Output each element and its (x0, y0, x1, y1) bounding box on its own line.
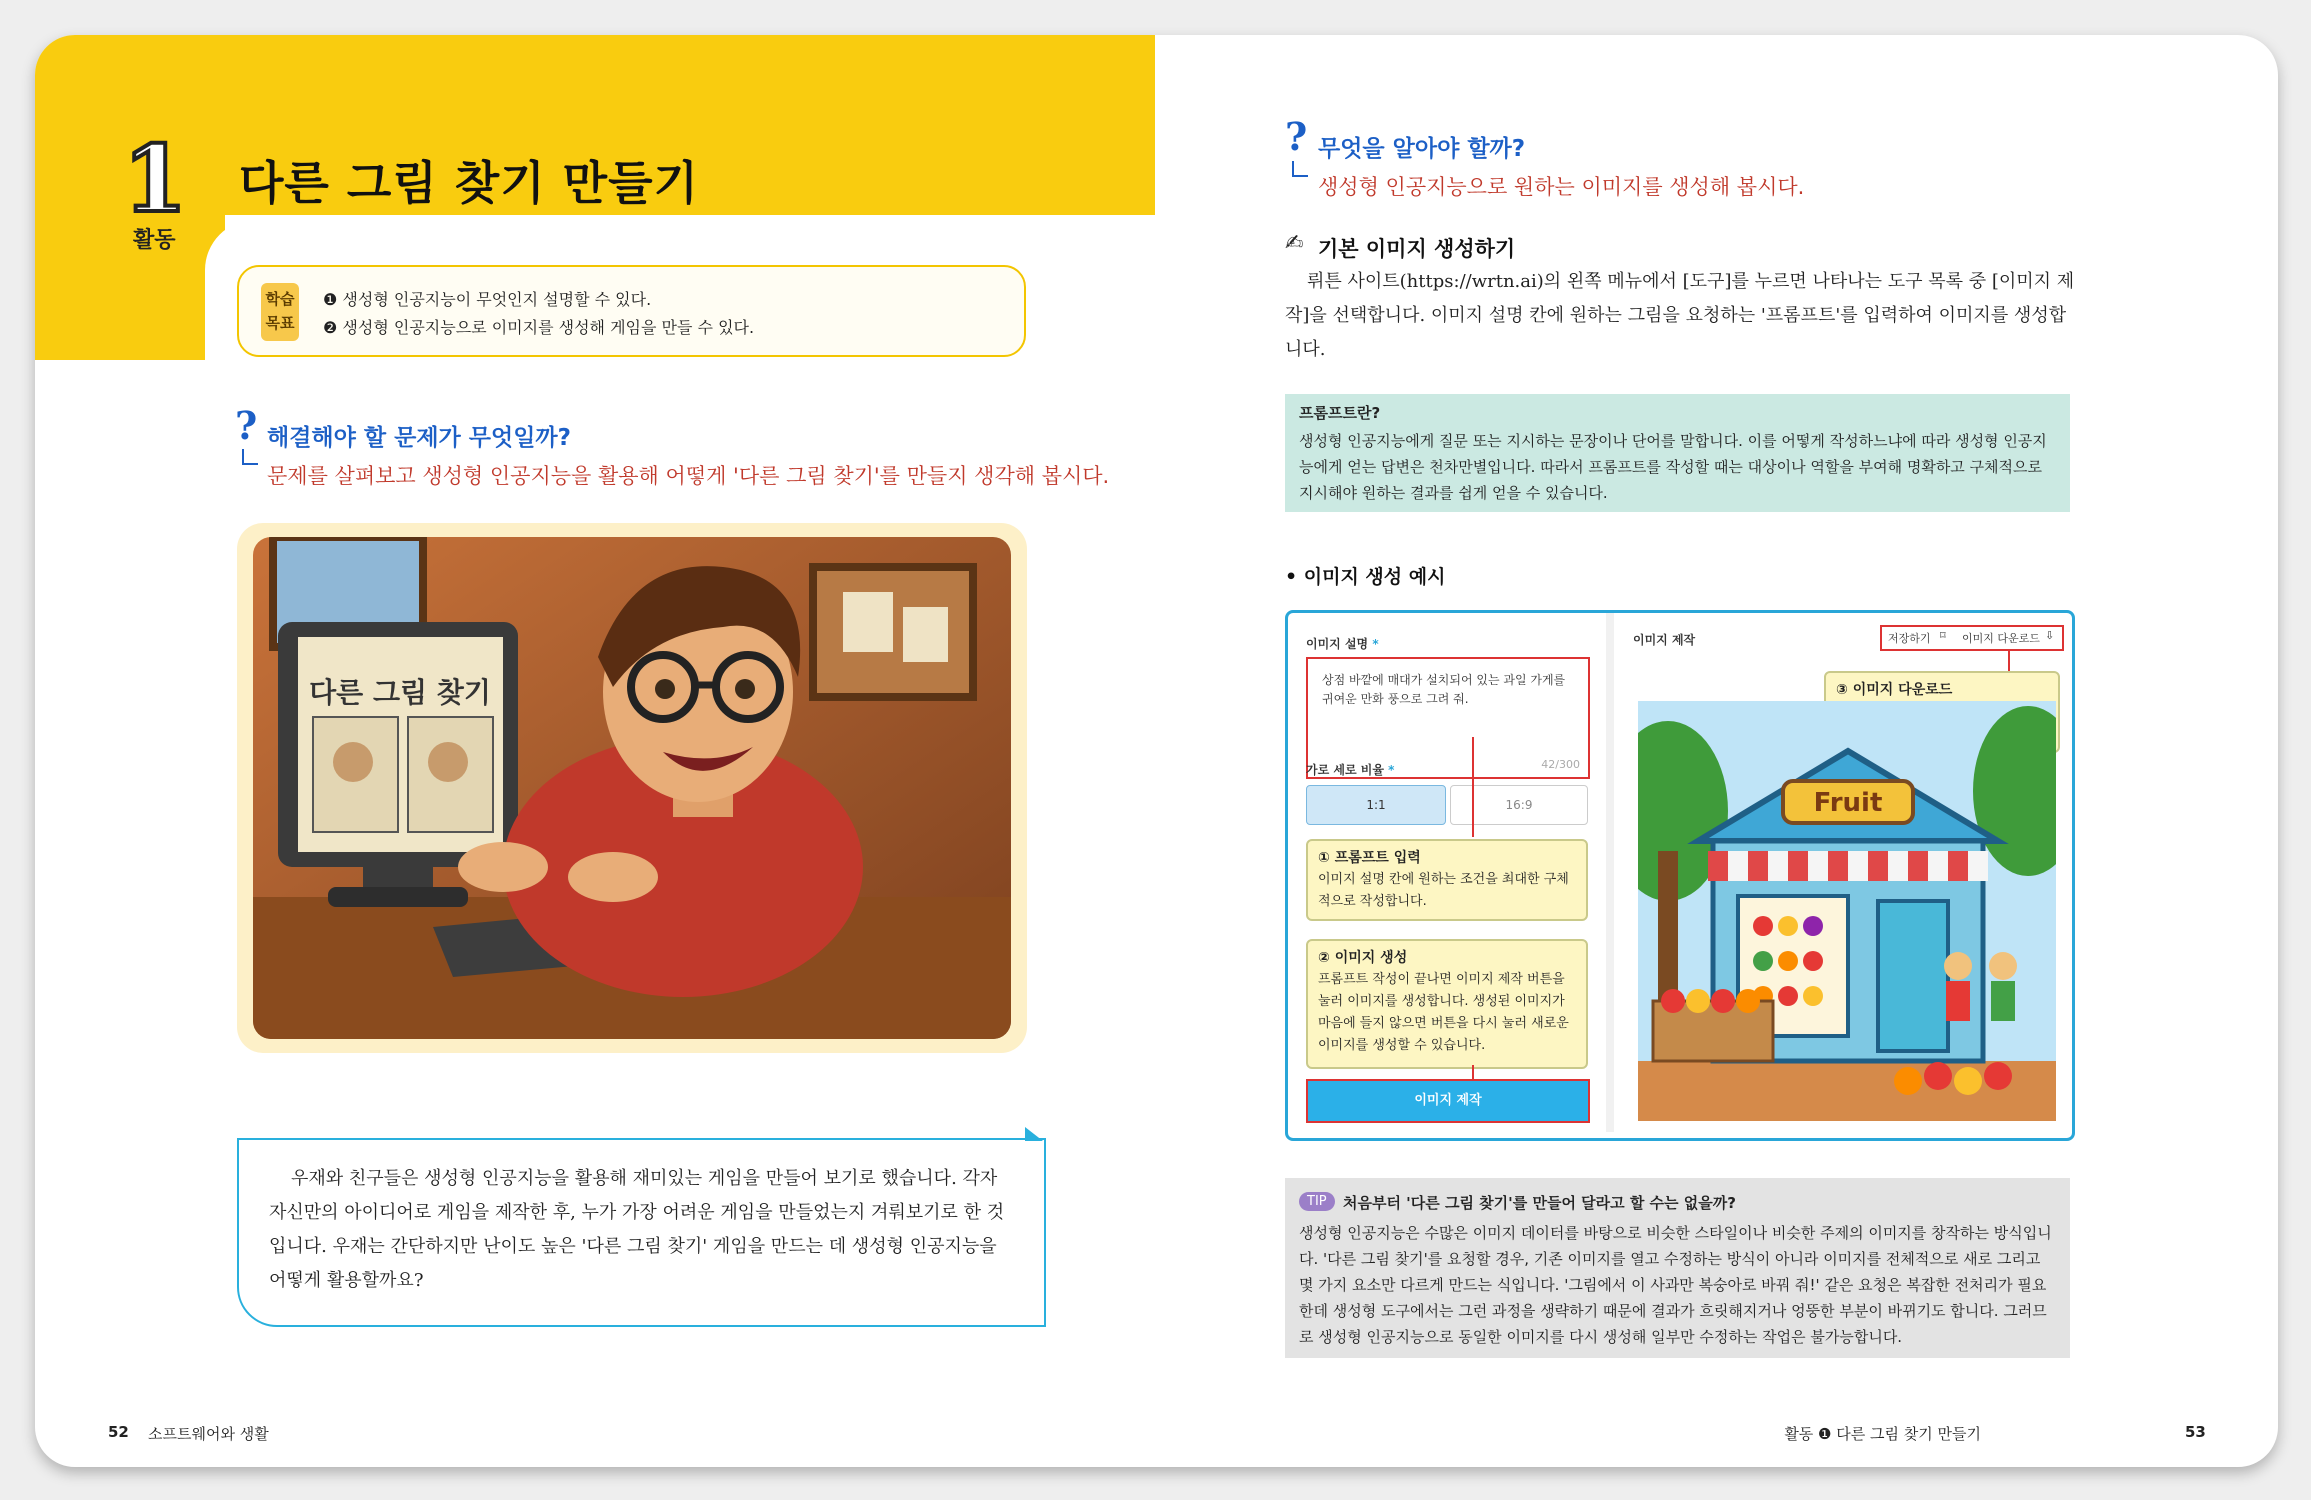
panel-title: 이미지 제작 (1633, 633, 1696, 647)
story-text: 우재와 친구들은 생성형 인공지능을 활용해 재미있는 게임을 만들어 보기로 했습니다. 각자 자신만의 아이디어로 게임을 제작한 후, 누가 가장 어려운 게임을 만들었는지 겨뤄보기로 한 것입니다. 우재는 간단하지만 난이도 높은 '다른 그림 찾기' 게임을 만드는 데 생성형 인공지능을 어떻게 활용할까요? (269, 1168, 1005, 1291)
monitor-text: 다른 그림 찾기 (309, 676, 491, 709)
callout-connector-1 (1472, 737, 1474, 837)
prompt-definition-box (1285, 394, 2070, 512)
callout1-title: ① 프롬프트 입력 (1318, 850, 1421, 866)
callout3-title: ③ 이미지 다운로드 (1836, 682, 1953, 698)
desc-label-text: 이미지 설명 (1306, 637, 1369, 651)
story-corner-fold (1025, 1127, 1043, 1141)
footer-activity-text: 활동 ❶ 다른 그림 찾기 만들기 (1784, 1425, 1981, 1443)
generated-fruit-shop-image (1638, 701, 2056, 1121)
learning-goals (237, 265, 1026, 357)
ratio-option-1-1[interactable]: 1:1 (1306, 785, 1446, 825)
goal-1: ❶ 생성형 인공지능이 무엇인지 설명할 수 있다. (323, 290, 652, 309)
panel-actions (1880, 625, 2064, 651)
ratio-label (1306, 761, 1394, 778)
desc-value: 상점 바깥에 매대가 설치되어 있는 과일 가게를 귀여운 만화 풍으로 그려 줘. (1322, 673, 1566, 706)
callout-connector-3 (2008, 651, 2010, 673)
tip-badge: TIP (1299, 1192, 1335, 1211)
image-generation-example (1285, 610, 2075, 1141)
callout2-text: 프롬프트 작성이 끝나면 이미지 제작 버튼을 눌러 이미지를 생성합니다. 생성된 이미지가 마음에 들지 않으면 버튼을 다시 눌러 새로운 이미지를 생성할 수 있습니다. (1318, 972, 1569, 1053)
goal-badge-line1: 학습 (265, 290, 295, 308)
goal-badge (261, 283, 299, 341)
callout-prompt-input (1306, 839, 1588, 921)
required-mark: * (1372, 637, 1379, 651)
illustration-svg (253, 537, 1011, 1039)
connector-line-right (1292, 161, 1308, 177)
boy-computer-illustration (253, 537, 1011, 1039)
required-mark-2: * (1388, 763, 1395, 777)
panel-divider (1606, 613, 1614, 1132)
prompt-box-title: 프롬프트란? (1299, 404, 1381, 422)
prompt-box-text: 생성형 인공지능에게 질문 또는 지시하는 문장이나 단어를 말합니다. 이를 어떻게 작성하느냐에 따라 생성형 인공지능에게 얻는 답변은 천차만별입니다. 따라서 프롬프트를 작성할 때는 대상이나 역할을 부여해 명확하고 구체적으로 지시해야 원하는 결과를 쉽게 얻을 수 있습니다. (1299, 432, 2047, 502)
know-question-title: 무엇을 알아야 할까? (1318, 136, 1526, 162)
page-number-left: 52 (108, 1423, 129, 1441)
char-count: 42/300 (1541, 758, 1580, 771)
goal-2: ❷ 생성형 인공지능으로 이미지를 생성해 게임을 만들 수 있다. (323, 318, 755, 337)
save-button[interactable]: 저장하기 (1888, 632, 1931, 645)
activity-number: 1 (123, 125, 188, 233)
illustration-frame (237, 523, 1027, 1053)
body-text: 뤼튼 사이트(https://wrtn.ai)의 왼쪽 메뉴에서 [도구]를 누르면 나타나는 도구 목록 중 [이미지 제작]을 선택합니다. 이미지 설명 칸에 원하는 그림을 요청하는 '프롬프트'를 입력하여 이미지를 생성합니다. (1285, 271, 2075, 360)
connector-line (242, 449, 258, 465)
problem-question-title: 해결해야 할 문제가 무엇일까? (267, 425, 571, 451)
ratio-label-text: 가로 세로 비율 (1306, 763, 1384, 777)
hands-icon: ✍ (1285, 231, 1304, 256)
question-icon-right: ? (1285, 114, 1308, 159)
question-icon: ? (235, 403, 258, 448)
know-question-sub: 생성형 인공지능으로 원하는 이미지를 생성해 봅시다. (1318, 175, 1805, 199)
callout-image-generate (1306, 939, 1588, 1069)
tip-title: 처음부터 '다른 그림 찾기'를 만들어 달라고 할 수는 없을까? (1343, 1194, 1736, 1212)
fruit-shop-svg (1638, 701, 2056, 1121)
goal-badge-line2: 목표 (265, 314, 295, 332)
example-title: • 이미지 생성 예시 (1285, 566, 1446, 588)
activity-label: 활동 (133, 228, 176, 253)
bookmark-icon[interactable]: ⌑ (1940, 629, 1946, 642)
create-image-button[interactable]: 이미지 제작 (1306, 1079, 1590, 1123)
ratio-option-16-9[interactable]: 16:9 (1450, 785, 1588, 825)
download-icon[interactable]: ⇩ (2045, 629, 2055, 642)
callout2-title: ② 이미지 생성 (1318, 950, 1408, 966)
story-box (237, 1138, 1046, 1327)
header-band-side (35, 215, 225, 360)
callout-connector-2 (1472, 1065, 1474, 1079)
desc-label (1306, 635, 1379, 652)
download-button[interactable]: 이미지 다운로드 (1962, 632, 2040, 645)
page-title: 다른 그림 찾기 만들기 (239, 156, 699, 210)
problem-question-sub: 문제를 살펴보고 생성형 인공지능을 활용해 어떻게 '다른 그림 찾기'를 만들지 생각해 봅시다. (267, 464, 1110, 488)
callout1-text: 이미지 설명 칸에 원하는 조건을 최대한 구체적으로 작성합니다. (1318, 872, 1569, 909)
book-spread (35, 35, 2278, 1467)
tip-box (1285, 1178, 2070, 1358)
shop-sign: Fruit (1813, 788, 1883, 818)
tip-text: 생성형 인공지능은 수많은 이미지 데이터를 바탕으로 비슷한 스타일이나 비슷한 주제의 이미지를 창작하는 방식입니다. '다른 그림 찾기'를 요청할 경우, 기존 이미지를 열고 수정하는 방식이 아니라 이미지를 전체적으로 새로 그리고 몇 가지 요소만 다르게 만드는 식입니다. '그림에서 이 사과만 복숭아로 바꿔 줘!' 같은 요청은 복잡한 전처리가 필요한데 생성형 도구에서는 그런 과정을 생략하기 때문에 결과가 흐릿해지거나 엉뚱한 부분이 바뀌기도 합니다. 그러므로 생성형 인공지능으로 동일한 이미지를 다시 생성해 일부만 수정하는 작업은 불가능합니다. (1299, 1224, 2052, 1346)
section-title: 기본 이미지 생성하기 (1318, 237, 1516, 261)
footer-title-left: 소프트웨어와 생활 (148, 1425, 269, 1443)
page-number-right: 53 (2185, 1423, 2206, 1441)
